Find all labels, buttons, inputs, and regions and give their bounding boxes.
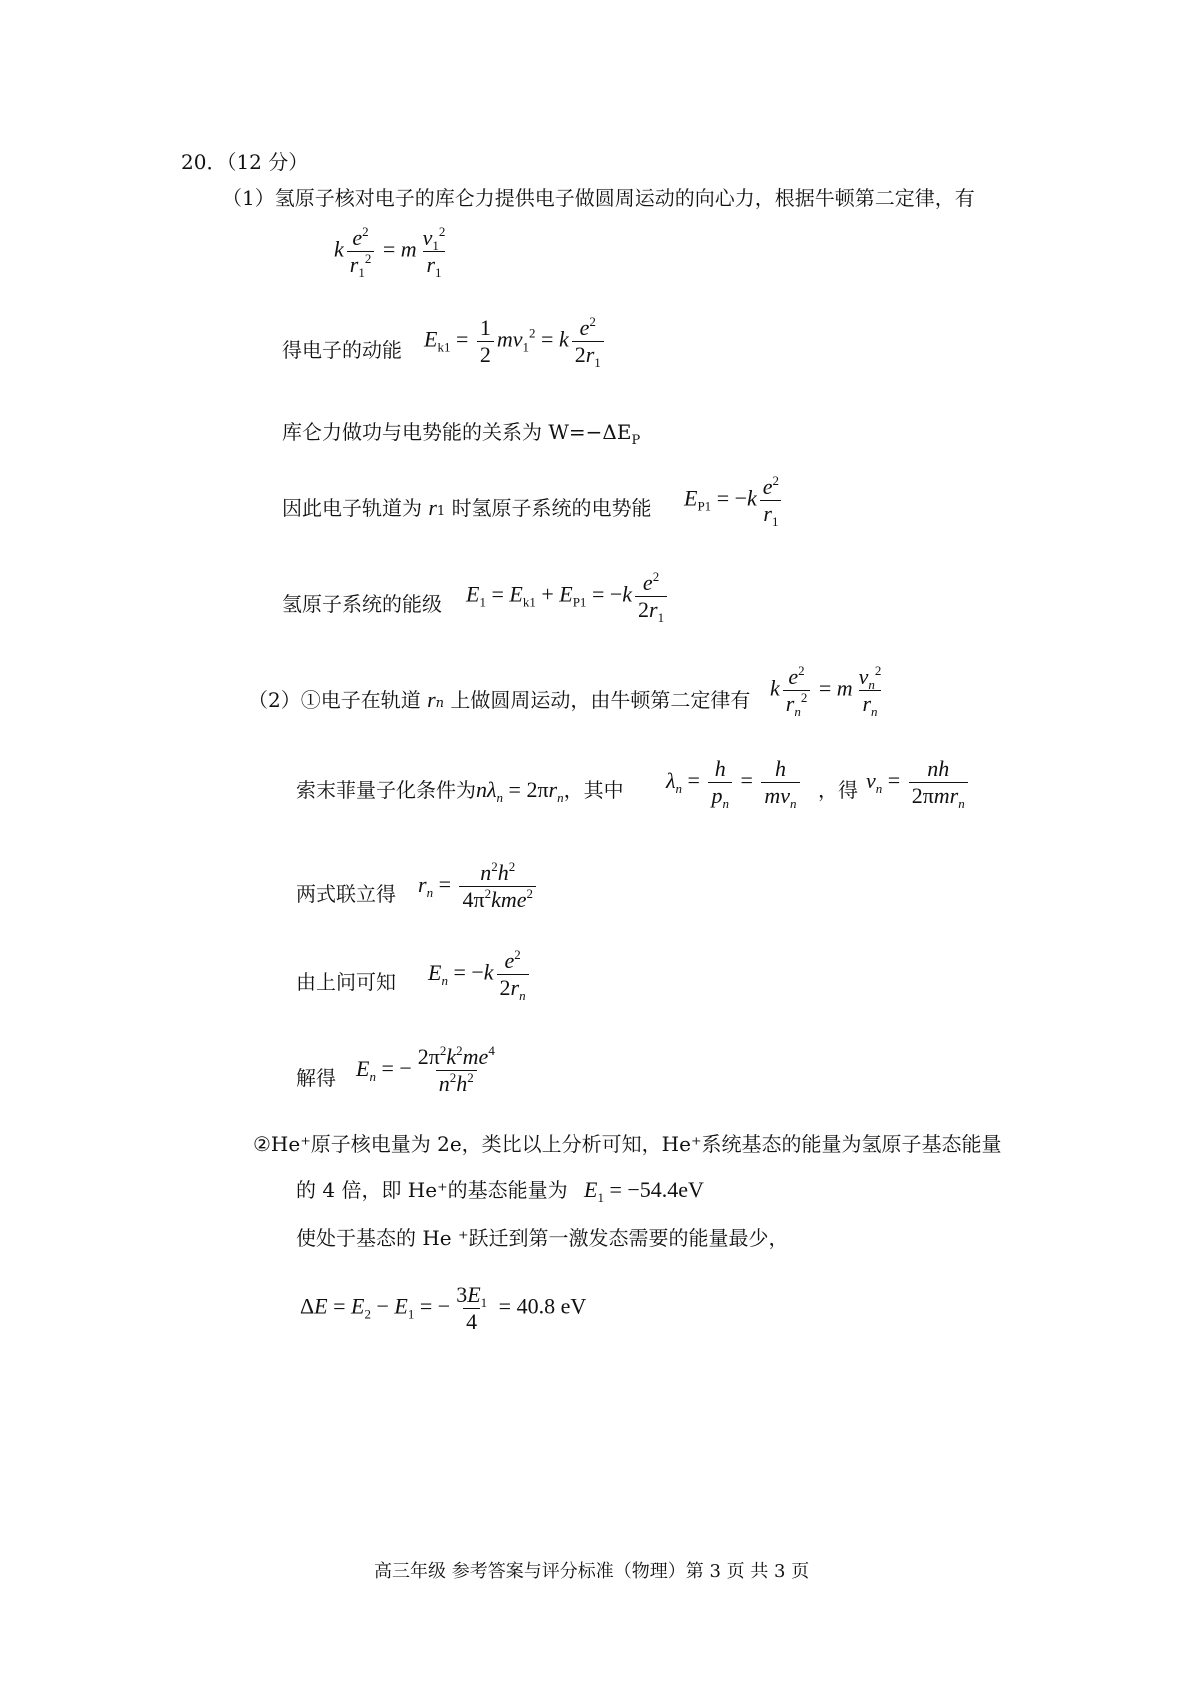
formula-energy-level: $E_1 = E_{k1} + E_{P1} = -k$ $\frac{e^2}{2r_1}$ xyxy=(466,570,670,623)
solve-label: 解得 xyxy=(296,1066,336,1090)
potential-label-b: 时氢原子系统的电势能 xyxy=(451,496,652,520)
work-potential-subscript: P xyxy=(631,433,641,448)
formula-newton-orbit-n: k $\frac{e^2}{r_n^2}$ = m $\frac{v_n^2}{r_n}$ xyxy=(770,663,882,719)
energy-level-label: 氢原子系统的能级 xyxy=(282,592,442,616)
quantization-label: 索末菲量子化条件为 xyxy=(296,778,476,802)
delta-energy-value: 40.8 eV xyxy=(516,1293,587,1319)
helium-line-3: 使处于基态的 He ⁺跃迁到第一激发态需要的能量最少， xyxy=(296,1226,789,1250)
formula-radius-n: $r_n$ = $\frac{n^2h^2}{4\pi^2kme^2}$ xyxy=(418,860,539,913)
part2-intro: （2）①电子在轨道 rn 上做圆周运动，由牛顿第二定律有 xyxy=(248,687,751,712)
quantization-mid: ，其中 xyxy=(563,778,624,802)
part1-intro: （1）氢原子核对电子的库仑力提供电子做圆周运动的向心力，根据牛顿第二定律，有 xyxy=(222,186,975,210)
formula-coulomb-centripetal: k $\frac{e^2}{r_1^2}$ = m $\frac{v_1^2}{r_1}$ xyxy=(334,224,446,280)
helium-line-2: 的 4 倍，即 He⁺的基态能量为 $E_1 = -54.4eV$ xyxy=(296,1177,704,1205)
formula-energy-n: $E_n = -k$ $\frac{e^2}{2r_n}$ xyxy=(428,948,532,1001)
formula-wavelength: $\lambda_n$ = $\frac{h}{p_n}$ = $\frac{h}{mv_n}$ xyxy=(666,756,803,809)
question-heading: 20．（12 分） xyxy=(181,150,309,174)
formula-velocity-n: $v_n$ = $\frac{nh}{2\pi mr_n}$ xyxy=(866,756,971,809)
part2-intro-b: 上做圆周运动，由牛顿第二定律有 xyxy=(450,688,751,712)
page-footer: 高三年级 参考答案与评分标准（物理）第 3 页 共 3 页 xyxy=(374,1561,810,1582)
quantization-get: ，得 xyxy=(818,778,858,802)
part2-intro-a: （2）①电子在轨道 xyxy=(248,688,421,712)
helium-ground-energy: −54.4eV xyxy=(627,1177,704,1202)
helium-line-1: ②He⁺原子核电量为 2e，类比以上分析可知，He⁺系统基态的能量为氢原子基态能量 xyxy=(253,1132,1002,1156)
formula-energy-solved: $E_n$ = − $\frac{2\pi^2k^2me^4}{n^2h^2}$ xyxy=(356,1043,495,1096)
potential-label-a: 因此电子轨道为 xyxy=(282,496,422,520)
helium-line-2-text: 的 4 倍，即 He⁺的基态能量为 xyxy=(296,1178,568,1202)
formula-potential-energy: $E_{P1} = -k$ $\frac{e^2}{r_1}$ xyxy=(684,474,785,527)
work-potential-text: 库仑力做功与电势能的关系为 W=−ΔE xyxy=(282,420,632,444)
combine-label: 两式联立得 xyxy=(296,882,396,906)
formula-delta-energy: $\Delta E = E_2 - E_1$ = − $\frac{3E_1}{4}$ = 40.8 eV xyxy=(300,1282,587,1334)
potential-energy-line: 因此电子轨道为 r1 时氢原子系统的电势能 xyxy=(282,495,652,520)
work-potential-relation xyxy=(282,420,640,453)
quantization-line: 索末菲量子化条件为$n\lambda_n = 2\pi r_n$，其中 xyxy=(296,777,624,805)
kinetic-energy-label: 得电子的动能 xyxy=(282,338,402,362)
formula-kinetic-energy: $E_{k1}$ = $\frac{1}{2}$ $mv_1^2 = k$ $\frac{e^2}{2r_1}$ xyxy=(424,315,607,368)
from-above-label: 由上问可知 xyxy=(296,970,396,994)
